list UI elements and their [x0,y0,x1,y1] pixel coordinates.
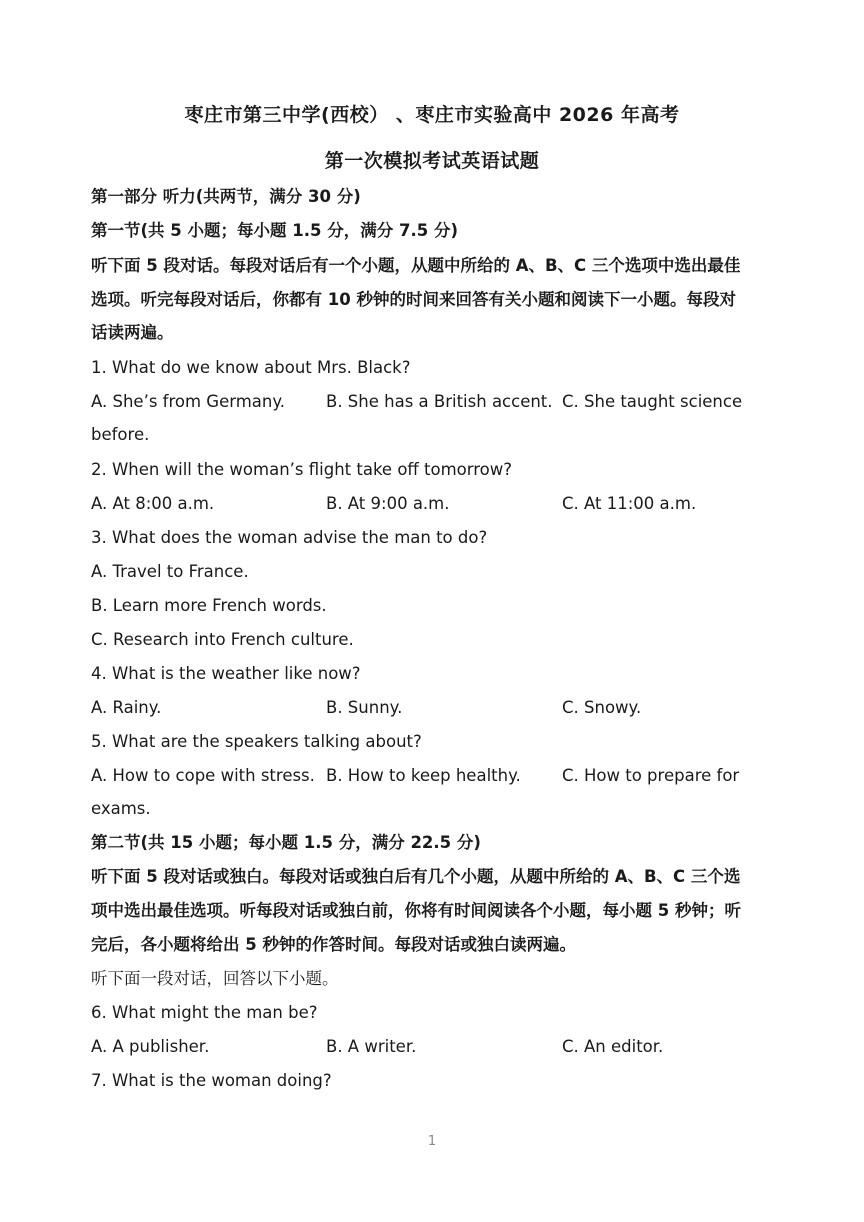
part1-heading: 第一部分 听力(共两节，满分 30 分) [91,187,361,206]
question-3-stem: 3. What does the woman advise the man to do? [91,528,488,547]
question-1-option-c-continued: before. [91,425,150,444]
section1-instruction-line3: 话读两遍。 [91,323,174,342]
question-6-option-a: A. A publisher. [91,1037,210,1056]
exam-title-line1: 枣庄市第三中学(西校） 、枣庄市实验高中 2026 年高考 [184,104,680,126]
question-2-stem: 2. When will the woman’s flight take off tomorrow? [91,460,513,479]
section2-sub-instruction: 听下面一段对话，回答以下小题。 [91,969,339,988]
question-3-option-b: B. Learn more French words. [91,596,327,615]
section1-heading: 第一节(共 5 小题；每小题 1.5 分，满分 7.5 分) [91,221,458,240]
question-2-option-b: B. At 9:00 a.m. [326,494,450,513]
question-2-option-a: A. At 8:00 a.m. [91,494,215,513]
section2-heading: 第二节(共 15 小题；每小题 1.5 分，满分 22.5 分) [91,833,481,852]
question-5-option-c-continued: exams. [91,799,151,818]
question-6-stem: 6. What might the man be? [91,1003,318,1022]
question-6-option-b: B. A writer. [326,1037,417,1056]
question-4-option-c: C. Snowy. [562,698,642,717]
question-6-option-c: C. An editor. [562,1037,664,1056]
question-5-stem: 5. What are the speakers talking about? [91,732,422,751]
question-1-stem: 1. What do we know about Mrs. Black? [91,358,411,377]
section1-instruction-line1: 听下面 5 段对话。每段对话后有一个小题，从题中所给的 A、B、C 三个选项中选出最佳 [91,256,741,275]
question-1-option-a: A. She’s from Germany. [91,392,286,411]
exam-title-line2: 第一次模拟考试英语试题 [324,150,540,172]
question-7-stem: 7. What is the woman doing? [91,1071,332,1090]
question-5-option-a: A. How to cope with stress. [91,766,315,785]
question-3-option-a: A. Travel to France. [91,562,249,581]
section2-instruction-line1: 听下面 5 段对话或独白。每段对话或独白后有几个小题，从题中所给的 A、B、C 三个选 [91,867,741,886]
question-4-option-b: B. Sunny. [326,698,403,717]
question-3-option-c: C. Research into French culture. [91,630,354,649]
section2-instruction-line2: 项中选出最佳选项。听每段对话或独白前，你将有时间阅读各个小题，每小题 5 秒钟；听 [91,901,741,920]
question-4-stem: 4. What is the weather like now? [91,664,361,683]
question-4-option-a: A. Rainy. [91,698,162,717]
question-1-option-b: B. She has a British accent. [326,392,553,411]
question-5-option-b: B. How to keep healthy. [326,766,521,785]
question-1-option-c: C. She taught science [562,392,743,411]
section2-instruction-line3: 完后，各小题将给出 5 秒钟的作答时间。每段对话或独白读两遍。 [91,935,576,954]
question-2-option-c: C. At 11:00 a.m. [562,494,697,513]
page-number: 1 [427,1134,437,1149]
section1-instruction-line2: 选项。听完每段对话后，你都有 10 秒钟的时间来回答有关小题和阅读下一小题。每段对 [91,290,736,309]
question-5-option-c: C. How to prepare for [562,766,740,785]
